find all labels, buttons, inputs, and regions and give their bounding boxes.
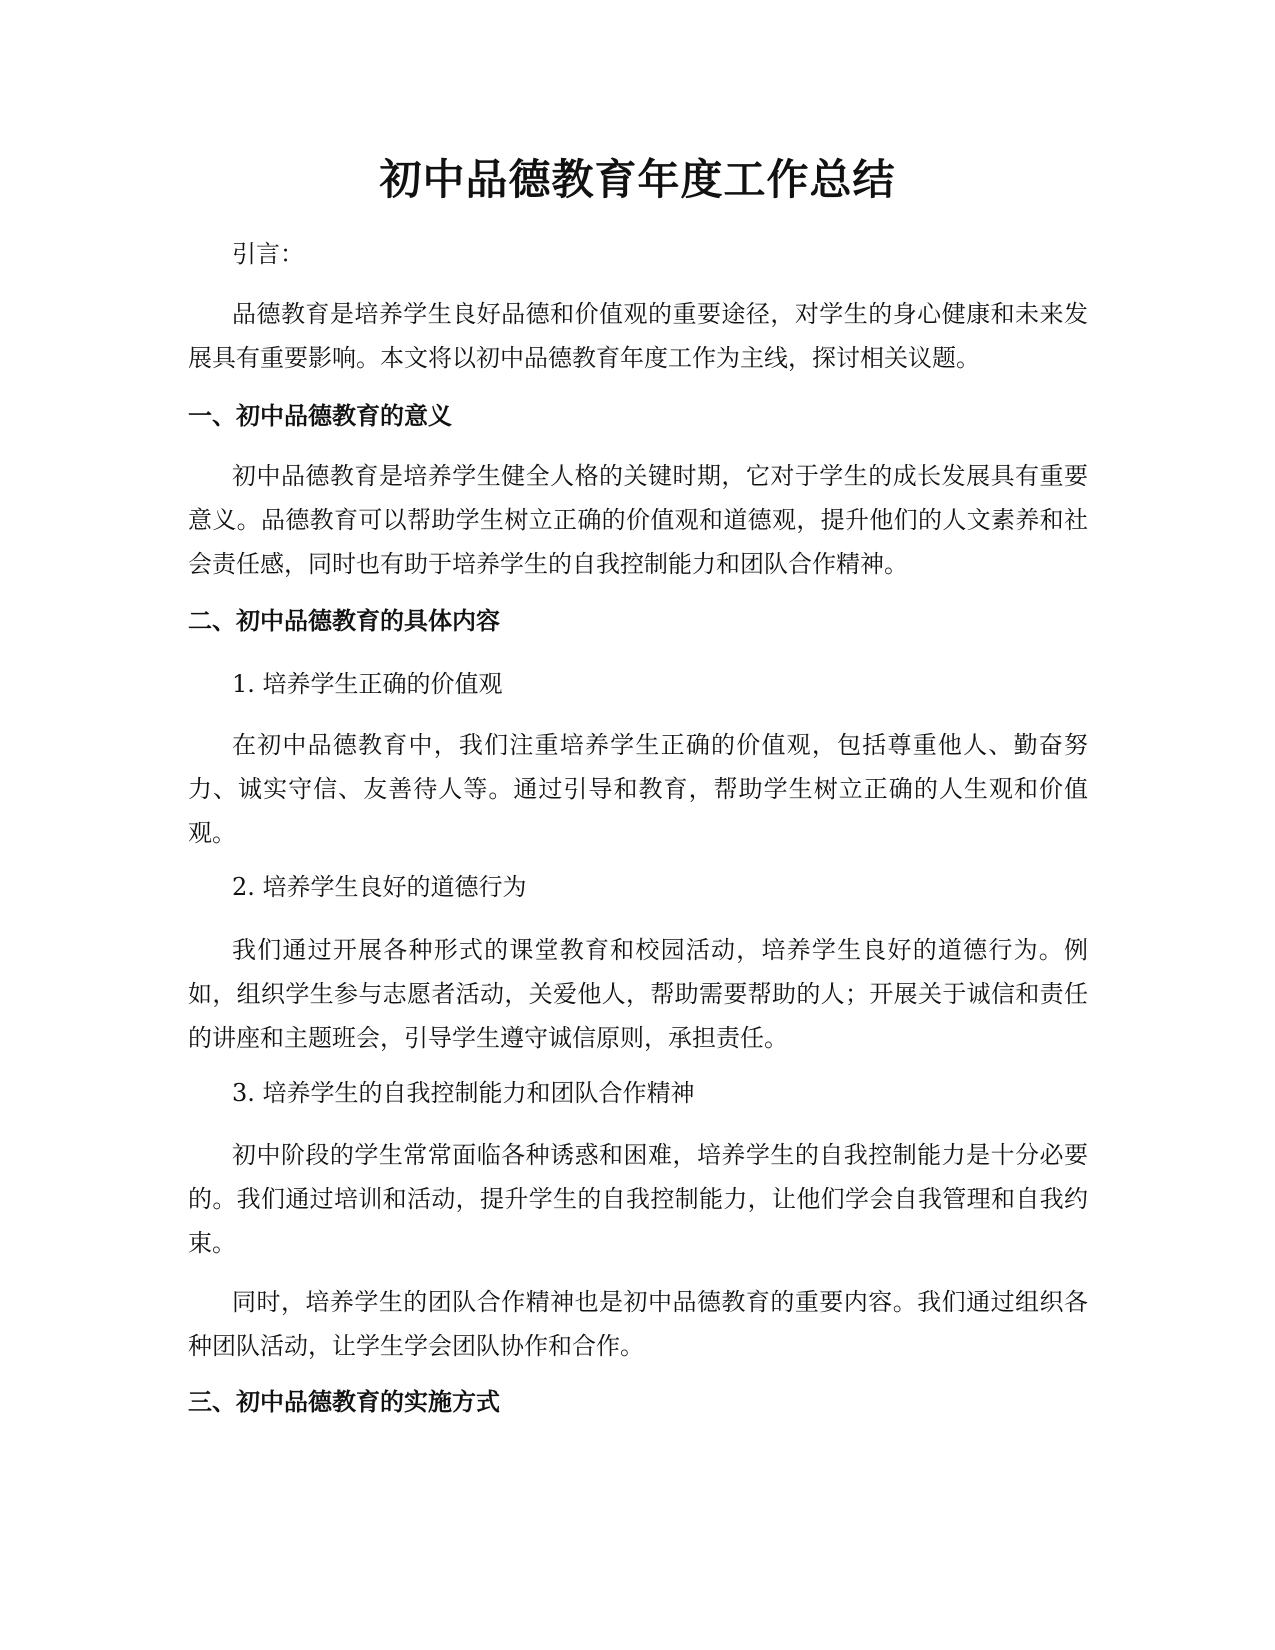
- intro-label: 引言：: [232, 240, 304, 268]
- section-2-item-1: 1. 培养学生正确的价值观: [232, 670, 503, 698]
- section-1-heading: 一、初中品德教育的意义: [188, 402, 452, 430]
- section-2-item-3-paragraph: 初中阶段的学生常常面临各种诱惑和困难，培养学生的自我控制能力是十分必要的。我们通过培训和活动，提升学生的自我控制能力，让他们学会自我管理和自我约束。: [188, 1141, 1088, 1257]
- section-2-item-1-paragraph: 在初中品德教育中，我们注重培养学生正确的价值观，包括尊重他人、勤奋努力、诚实守信、友善待人等。通过引导和教育，帮助学生树立正确的人生观和价值观。: [188, 731, 1088, 847]
- section-3-heading: 三、初中品德教育的实施方式: [188, 1388, 500, 1416]
- intro-paragraph: 品德教育是培养学生良好品德和价值观的重要途径，对学生的身心健康和未来发展具有重要影响。本文将以初中品德教育年度工作为主线，探讨相关议题。: [188, 300, 1088, 372]
- section-2-item-3: 3. 培养学生的自我控制能力和团队合作精神: [232, 1079, 695, 1107]
- section-2-item-2-paragraph: 我们通过开展各种形式的课堂教育和校园活动，培养学生良好的道德行为。例如，组织学生参与志愿者活动，关爱他人，帮助需要帮助的人；开展关于诚信和责任的讲座和主题班会，引导学生遵守诚信原则，承担责任。: [188, 936, 1088, 1052]
- section-1-paragraph: 初中品德教育是培养学生健全人格的关键时期，它对于学生的成长发展具有重要意义。品德教育可以帮助学生树立正确的价值观和道德观，提升他们的人文素养和社会责任感，同时也有助于培养学生的自我控制能力和团队合作精神。: [188, 462, 1088, 578]
- section-2-item-3-paragraph-2: 同时，培养学生的团队合作精神也是初中品德教育的重要内容。我们通过组织各种团队活动，让学生学会团队协作和合作。: [188, 1288, 1088, 1360]
- section-2-heading: 二、初中品德教育的具体内容: [188, 607, 500, 635]
- section-2-item-2: 2. 培养学生良好的道德行为: [232, 873, 527, 901]
- document-title: 初中品德教育年度工作总结: [379, 155, 896, 204]
